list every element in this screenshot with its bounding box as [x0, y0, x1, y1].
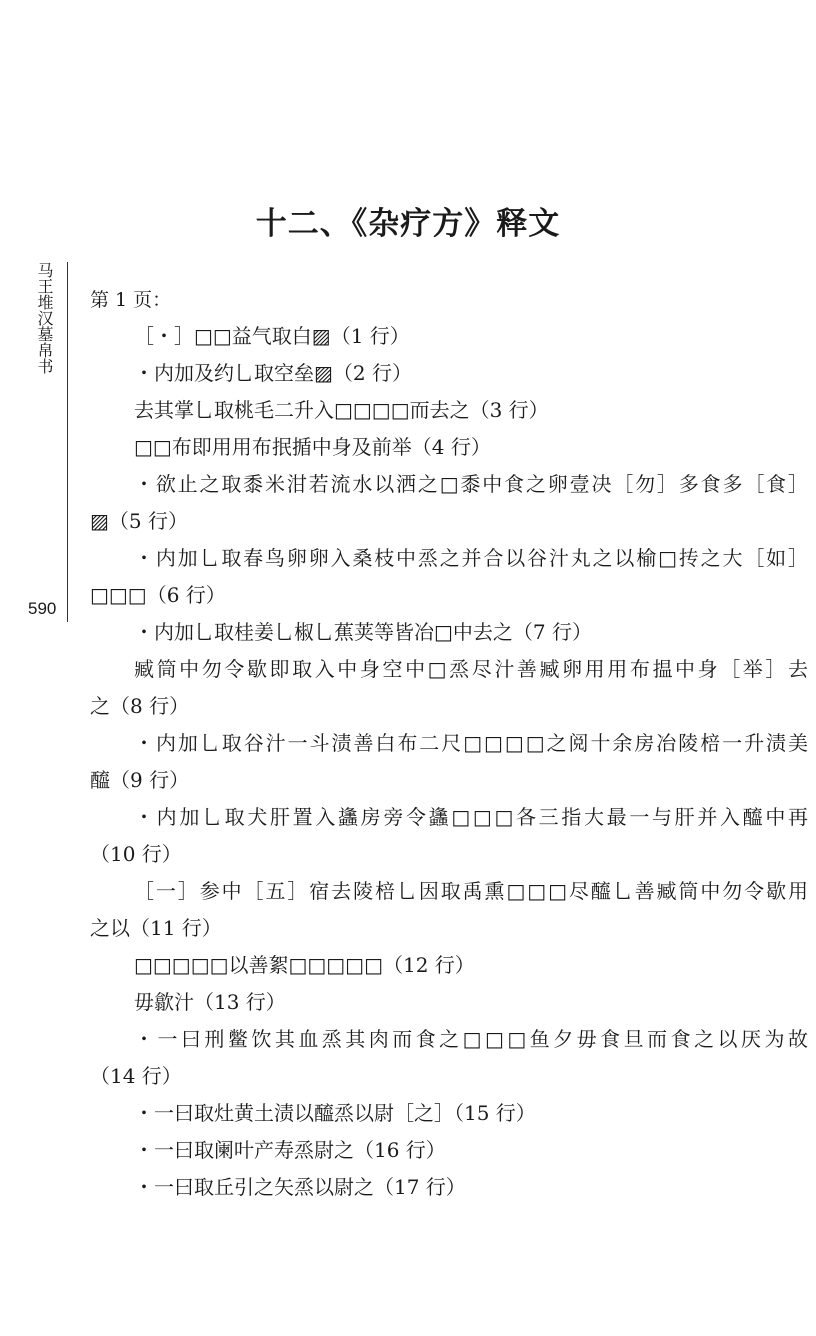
- text-line-13: 毋歙汁（13 行）: [134, 990, 286, 1014]
- text-line-14a: ・一曰刑鳖饮其血烝其肉而食之□□□鱼夕毋食旦而食之以厌为故: [134, 1027, 808, 1051]
- text-line-8a: 臧筒中勿令歇即取入中身空中□烝尽汁善臧卵用用布揾中身［举］去: [134, 657, 808, 681]
- text-line-5a: ・欲止之取黍米泔若流水以洒之□黍中食之卵壹决［勿］多食多［食］: [134, 472, 808, 496]
- text-line-12: □□□□□以善絮□□□□□（12 行）: [134, 953, 475, 977]
- page-number: 590: [28, 599, 57, 618]
- text-line-14b: （14 行）: [90, 1064, 182, 1088]
- text-line-10b: （10 行）: [90, 842, 182, 866]
- section-heading: 第 1 页：: [90, 289, 172, 311]
- text-line-9b: 醯（9 行）: [90, 768, 190, 792]
- text-line-8b: 之（8 行）: [90, 694, 190, 718]
- text-line-6b: □□□（6 行）: [90, 583, 226, 607]
- text-line-16: ・一曰取阑叶产寿烝尉之（16 行）: [134, 1138, 446, 1162]
- text-line-2: ・内加及约乚取空垒▨（2 行）: [134, 361, 412, 385]
- text-line-1: ［・］□□益气取白▨（1 行）: [134, 324, 410, 348]
- text-line-10a: ・内加乚取犬肝置入蠭房旁令蠭□□□各三指大最一与肝并入醯中再: [134, 805, 808, 829]
- text-line-6a: ・内加乚取春鸟卵卵入桑枝中烝之并合以谷汁丸之以榆□抟之大［如］: [134, 546, 808, 570]
- text-line-5b: ▨（5 行）: [90, 509, 188, 533]
- text-line-17: ・一曰取丘引之矢烝以尉之（17 行）: [134, 1175, 466, 1199]
- text-line-3: 去其掌乚取桃毛二升入□□□□而去之（3 行）: [134, 398, 549, 422]
- margin-rule: [67, 262, 68, 622]
- transcription-body: [90, 318, 808, 1206]
- text-line-15: ・一曰取灶黄土渍以醯烝以尉［之］（15 行）: [134, 1101, 536, 1125]
- text-line-4: □□布即用用布抿揗中身及前举（4 行）: [134, 435, 491, 459]
- page-title: 十二、《杂疗方》释文: [255, 206, 561, 242]
- running-header-book-title: 马王堆汉墓帛书: [35, 262, 54, 374]
- text-line-11a: ［一］参中［五］宿去陵棓乚因取禹熏□□□尽醯乚善臧筒中勿令歇用: [134, 879, 808, 903]
- text-line-7: ・内加乚取桂姜乚椒乚蕉荚等皆冶□中去之（7 行）: [134, 620, 592, 644]
- text-line-9a: ・内加乚取谷汁一斗渍善白布二尺□□□□之阅十余房冶陵棓一升渍美: [134, 731, 808, 755]
- text-line-11b: 之以（11 行）: [90, 916, 222, 940]
